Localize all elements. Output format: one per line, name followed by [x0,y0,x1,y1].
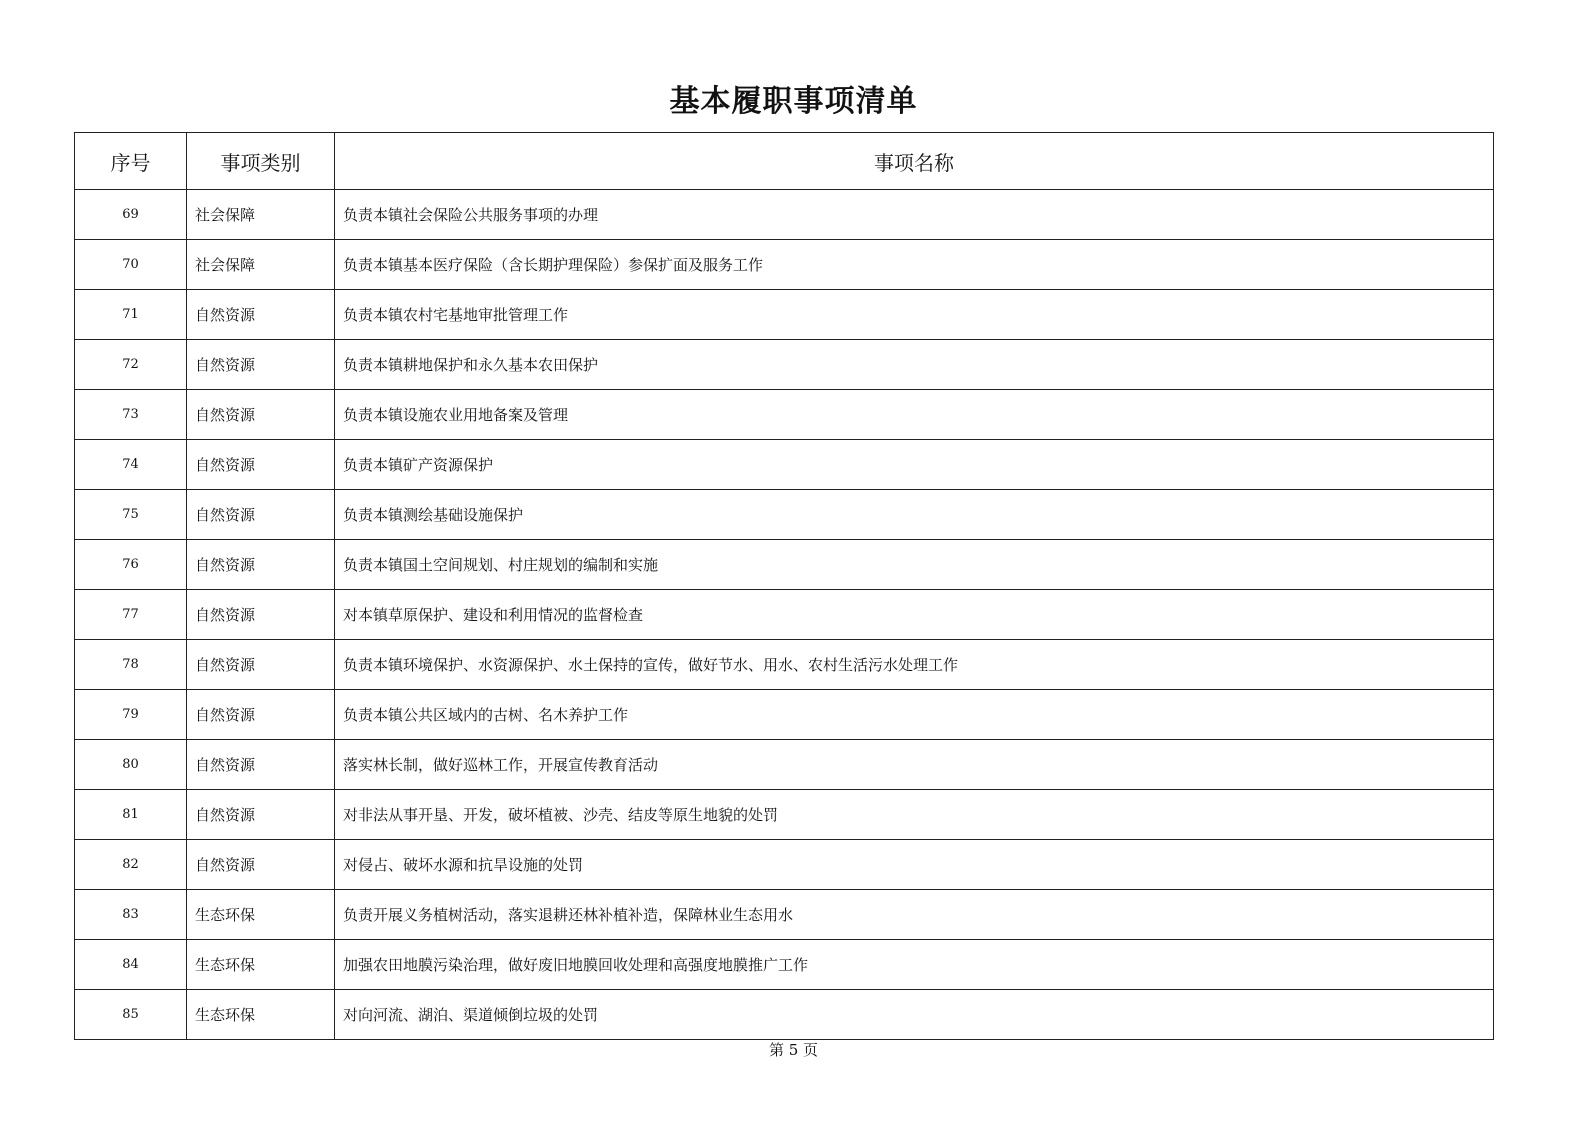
serial-number-cell: 81 [75,790,187,840]
item-category-cell: 自然资源 [187,840,335,890]
serial-number-cell: 73 [75,390,187,440]
serial-number-cell: 70 [75,240,187,290]
table-row [75,740,1494,790]
item-category-cell: 生态环保 [187,990,335,1040]
item-name-cell: 负责本镇社会保险公共服务事项的办理 [335,190,1494,240]
document-title: 基本履职事项清单 [669,84,918,119]
serial-number-cell: 72 [75,340,187,390]
table-row [75,340,1494,390]
serial-number-cell: 75 [75,490,187,540]
item-name-cell: 负责本镇矿产资源保护 [335,440,1494,490]
item-category-cell: 生态环保 [187,890,335,940]
table-row [75,990,1494,1040]
table-row [75,490,1494,540]
table-row [75,290,1494,340]
header-item-category: 事项类别 [187,133,335,190]
item-name-cell: 对非法从事开垦、开发，破坏植被、沙壳、结皮等原生地貌的处罚 [335,790,1494,840]
table-row [75,590,1494,640]
item-category-cell: 自然资源 [187,440,335,490]
serial-number-cell: 83 [75,890,187,940]
table-row [75,890,1494,940]
item-category-cell: 自然资源 [187,690,335,740]
serial-number-cell: 78 [75,640,187,690]
serial-number-cell: 77 [75,590,187,640]
item-name-cell: 负责开展义务植树活动，落实退耕还林补植补造，保障林业生态用水 [335,890,1494,940]
serial-number-cell: 85 [75,990,187,1040]
item-category-cell: 自然资源 [187,540,335,590]
table-row [75,240,1494,290]
duty-list-table [74,132,1494,1040]
table-row [75,840,1494,890]
header-serial-number: 序号 [75,133,187,190]
item-category-cell: 自然资源 [187,640,335,690]
item-category-cell: 自然资源 [187,290,335,340]
item-category-cell: 自然资源 [187,340,335,390]
item-category-cell: 自然资源 [187,740,335,790]
table-row [75,540,1494,590]
item-category-cell: 自然资源 [187,490,335,540]
serial-number-cell: 84 [75,940,187,990]
table-header-row [75,133,1494,190]
item-category-cell: 自然资源 [187,790,335,840]
table-row [75,190,1494,240]
page-number: 第 5 页 [768,1041,819,1059]
item-name-cell: 负责本镇环境保护、水资源保护、水土保持的宣传，做好节水、用水、农村生活污水处理工作 [335,640,1494,690]
item-category-cell: 社会保障 [187,240,335,290]
item-category-cell: 自然资源 [187,590,335,640]
serial-number-cell: 80 [75,740,187,790]
table-row [75,690,1494,740]
item-name-cell: 负责本镇国土空间规划、村庄规划的编制和实施 [335,540,1494,590]
table-row [75,790,1494,840]
table-row [75,940,1494,990]
serial-number-cell: 69 [75,190,187,240]
item-name-cell: 负责本镇设施农业用地备案及管理 [335,390,1494,440]
item-name-cell: 负责本镇基本医疗保险（含长期护理保险）参保扩面及服务工作 [335,240,1494,290]
item-name-cell: 对向河流、湖泊、渠道倾倒垃圾的处罚 [335,990,1494,1040]
item-name-cell: 对本镇草原保护、建设和利用情况的监督检查 [335,590,1494,640]
serial-number-cell: 71 [75,290,187,340]
table-row [75,390,1494,440]
item-name-cell: 负责本镇公共区域内的古树、名木养护工作 [335,690,1494,740]
item-name-cell: 对侵占、破坏水源和抗旱设施的处罚 [335,840,1494,890]
serial-number-cell: 76 [75,540,187,590]
item-category-cell: 自然资源 [187,390,335,440]
item-name-cell: 负责本镇农村宅基地审批管理工作 [335,290,1494,340]
serial-number-cell: 82 [75,840,187,890]
item-name-cell: 落实林长制，做好巡林工作，开展宣传教育活动 [335,740,1494,790]
table-row [75,440,1494,490]
item-category-cell: 社会保障 [187,190,335,240]
header-item-name: 事项名称 [335,133,1494,190]
item-name-cell: 加强农田地膜污染治理，做好废旧地膜回收处理和高强度地膜推广工作 [335,940,1494,990]
serial-number-cell: 79 [75,690,187,740]
item-name-cell: 负责本镇耕地保护和永久基本农田保护 [335,340,1494,390]
item-category-cell: 生态环保 [187,940,335,990]
table-row [75,640,1494,690]
item-name-cell: 负责本镇测绘基础设施保护 [335,490,1494,540]
table-body [75,190,1494,1040]
serial-number-cell: 74 [75,440,187,490]
